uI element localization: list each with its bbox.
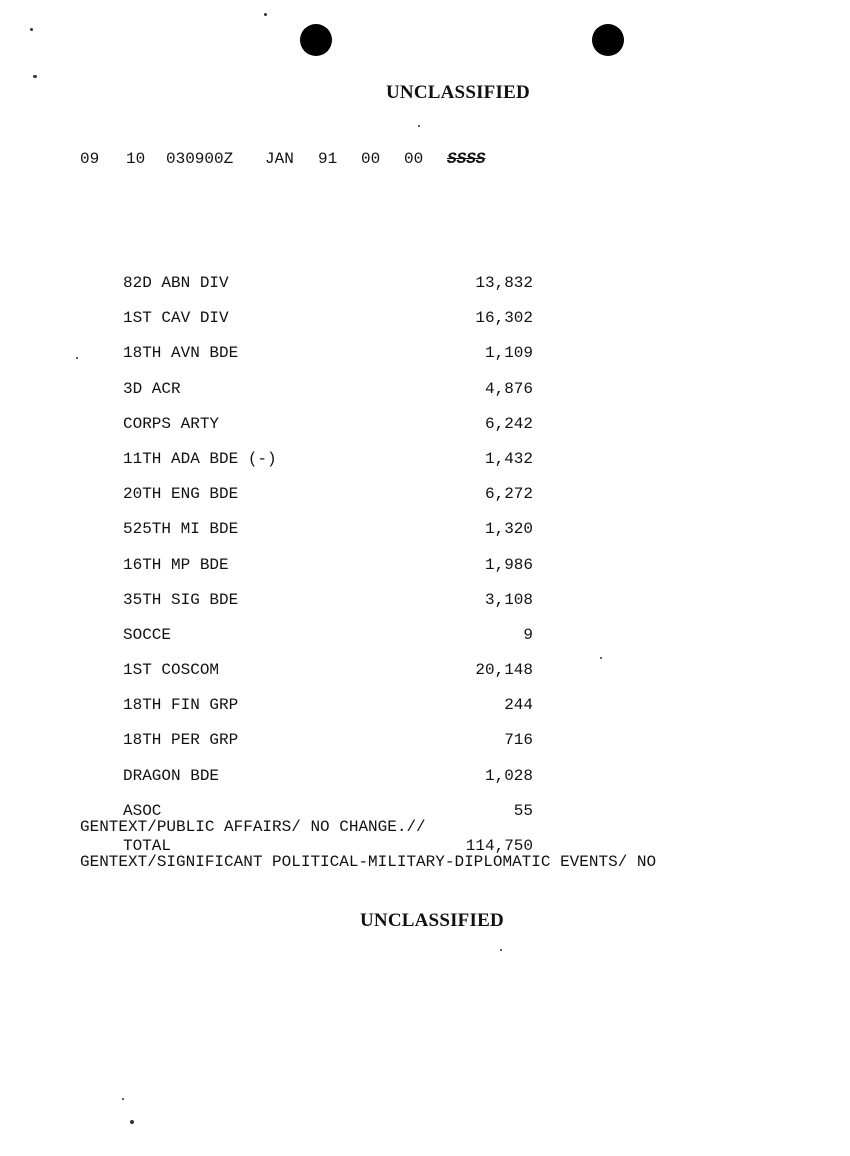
top-classification-marking: UNCLASSIFIED	[386, 82, 530, 103]
unit-row	[123, 415, 533, 450]
unit-strength-table	[123, 220, 533, 872]
unit-name: 20TH ENG BDE	[123, 485, 239, 504]
unit-count: 1,432	[484, 449, 533, 468]
unit-name: SOCCE	[123, 625, 172, 644]
total-label: TOTAL	[123, 837, 172, 855]
unit-row	[123, 344, 533, 379]
header-field: JAN	[265, 150, 294, 168]
unit-count: 1,320	[484, 520, 533, 539]
punch-hole-left	[300, 24, 332, 56]
scan-speck	[418, 125, 420, 127]
unit-name: DRAGON BDE	[123, 766, 220, 785]
unit-count: 3,108	[484, 590, 533, 609]
unit-name: ASOC	[123, 801, 162, 820]
unit-count: 4,876	[484, 379, 533, 398]
header-struck-field: SSSS	[447, 150, 486, 168]
scan-speck	[33, 75, 37, 78]
scan-speck	[130, 1120, 134, 1124]
unit-count: 1,109	[484, 344, 533, 363]
unit-name: 18TH AVN BDE	[123, 344, 239, 363]
unit-count: 16,302	[475, 309, 533, 328]
unit-row	[123, 767, 533, 802]
unit-count: 716	[504, 731, 533, 750]
scan-speck	[264, 13, 267, 16]
unit-row	[123, 520, 533, 555]
unit-name: 3D ACR	[123, 379, 181, 398]
header-field: 00	[361, 150, 381, 168]
unit-row	[123, 661, 533, 696]
unit-count: 55	[513, 801, 533, 820]
unit-name: 11TH ADA BDE (-)	[123, 449, 277, 468]
unit-name: 525TH MI BDE	[123, 520, 239, 539]
unit-row	[123, 556, 533, 591]
unit-row	[123, 696, 533, 731]
unit-count: 1,986	[484, 555, 533, 574]
unit-row	[123, 309, 533, 344]
header-field: 91	[318, 150, 338, 168]
unit-name: 1ST COSCOM	[123, 661, 220, 680]
scan-speck	[122, 1098, 124, 1100]
scan-speck	[600, 657, 602, 659]
gentext-public-affairs: GENTEXT/PUBLIC AFFAIRS/ NO CHANGE.//	[80, 818, 426, 836]
unit-count: 13,832	[475, 274, 533, 292]
header-field: 00	[404, 150, 424, 168]
unit-name: 1ST CAV DIV	[123, 309, 229, 328]
unit-row	[123, 485, 533, 520]
unit-row	[123, 274, 533, 309]
unit-row	[123, 591, 533, 626]
unit-count: 244	[504, 696, 533, 715]
unit-name: CORPS ARTY	[123, 414, 220, 433]
punch-hole-right	[592, 24, 624, 56]
header-field: 030900Z	[166, 150, 234, 168]
scan-speck	[30, 28, 33, 31]
unit-row	[123, 731, 533, 766]
unit-name: 82D ABN DIV	[123, 274, 229, 292]
unit-count: 20,148	[475, 661, 533, 680]
scan-speck	[500, 949, 502, 951]
unit-name: 18TH FIN GRP	[123, 696, 239, 715]
unit-name: 35TH SIG BDE	[123, 590, 239, 609]
header-field: 09	[80, 150, 100, 168]
unit-count: 9	[523, 625, 533, 644]
bottom-classification-marking: UNCLASSIFIED	[360, 910, 504, 931]
unit-count: 6,242	[484, 414, 533, 433]
gentext-political-military-events: GENTEXT/SIGNIFICANT POLITICAL-MILITARY-DIPLOMATIC EVENTS/ NO	[80, 853, 657, 871]
unit-name: 16TH MP BDE	[123, 555, 229, 574]
message-header-line	[80, 150, 485, 168]
unit-count: 1,028	[484, 766, 533, 785]
total-count: 114,750	[465, 837, 533, 855]
unit-row	[123, 450, 533, 485]
unit-name: 18TH PER GRP	[123, 731, 239, 750]
header-field: 10	[126, 150, 146, 168]
unit-row	[123, 380, 533, 415]
scan-speck	[76, 357, 78, 359]
unit-count: 6,272	[484, 485, 533, 504]
unit-row	[123, 626, 533, 661]
